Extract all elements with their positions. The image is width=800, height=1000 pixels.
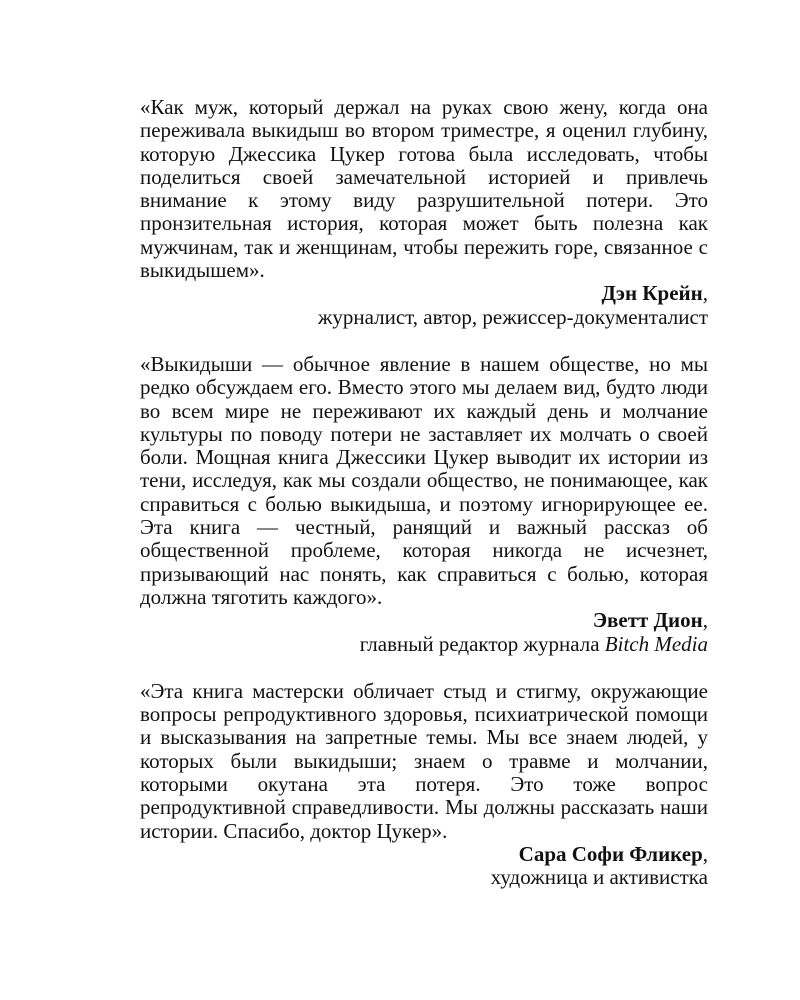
testimonial-author: Дэн Крейн — [601, 281, 703, 306]
testimonial-author-line — [140, 843, 708, 866]
testimonial-3 — [140, 680, 708, 890]
testimonial-author-line — [140, 282, 708, 305]
testimonial-author: Эветт Дион — [592, 608, 703, 633]
author-comma: , — [702, 608, 708, 633]
journal-name: Bitch Media — [604, 631, 708, 656]
testimonial-role: художница и активистка — [490, 865, 708, 890]
testimonials-page — [140, 96, 708, 914]
testimonial-2 — [140, 353, 708, 656]
testimonial-role: журналист, автор, режиссер-документалист — [317, 304, 708, 329]
testimonial-quote: «Выкидыши — обычное явление в нашем обществе, но мы редко обсуждаем его. Вместо этого мы делаем вид, будто люди во всем мире не переживают их каждый день и молчание культуры по поводу потери не заставляет их молчать о своей боли. Мощная книга Джессики Цукер выводит их истории из тени, исследуя, как мы создали общество, не понимающее, как справиться с болью выкидыша, и поэтому игнорирующее ее. Эта книга — честный, ранящий и важный рассказ об общественной проблеме, которая никогда не исчезнет, призывающий нас понять, как справиться с болью, которая должна тяготить каждого». — [140, 351, 708, 609]
author-comma: , — [702, 281, 708, 306]
testimonial-1 — [140, 96, 708, 329]
testimonial-quote: «Как муж, который держал на руках свою жену, когда она переживала выкидыш во втором триместре, я оценил глубину, которую Джессика Цукер готова была исследовать, чтобы поделиться своей замечательной историей и привлечь внимание к этому виду разрушительной потери. Это пронзительная история, которая может быть полезна как мужчинам, так и женщинам, чтобы пережить горе, связанное с выкидышем». — [140, 95, 708, 283]
testimonial-quote: «Эта книга мастерски обличает стыд и стигму, окружающие вопросы репродуктивного здоровья, психиатрической помощи и высказывания на запретные темы. Мы все знаем людей, у которых были выкидыши; знаем о травме и молчании, которыми окутана эта потеря. Это тоже вопрос репродуктивной справедливости. Мы должны рассказать наши истории. Спасибо, доктор Цукер». — [140, 678, 708, 843]
testimonial-author-line — [140, 609, 708, 632]
author-comma: , — [702, 841, 708, 866]
testimonial-role-line — [140, 633, 708, 656]
testimonial-author: Сара Софи Фликер — [518, 841, 703, 866]
testimonial-role: главный редактор журнала — [359, 631, 605, 656]
